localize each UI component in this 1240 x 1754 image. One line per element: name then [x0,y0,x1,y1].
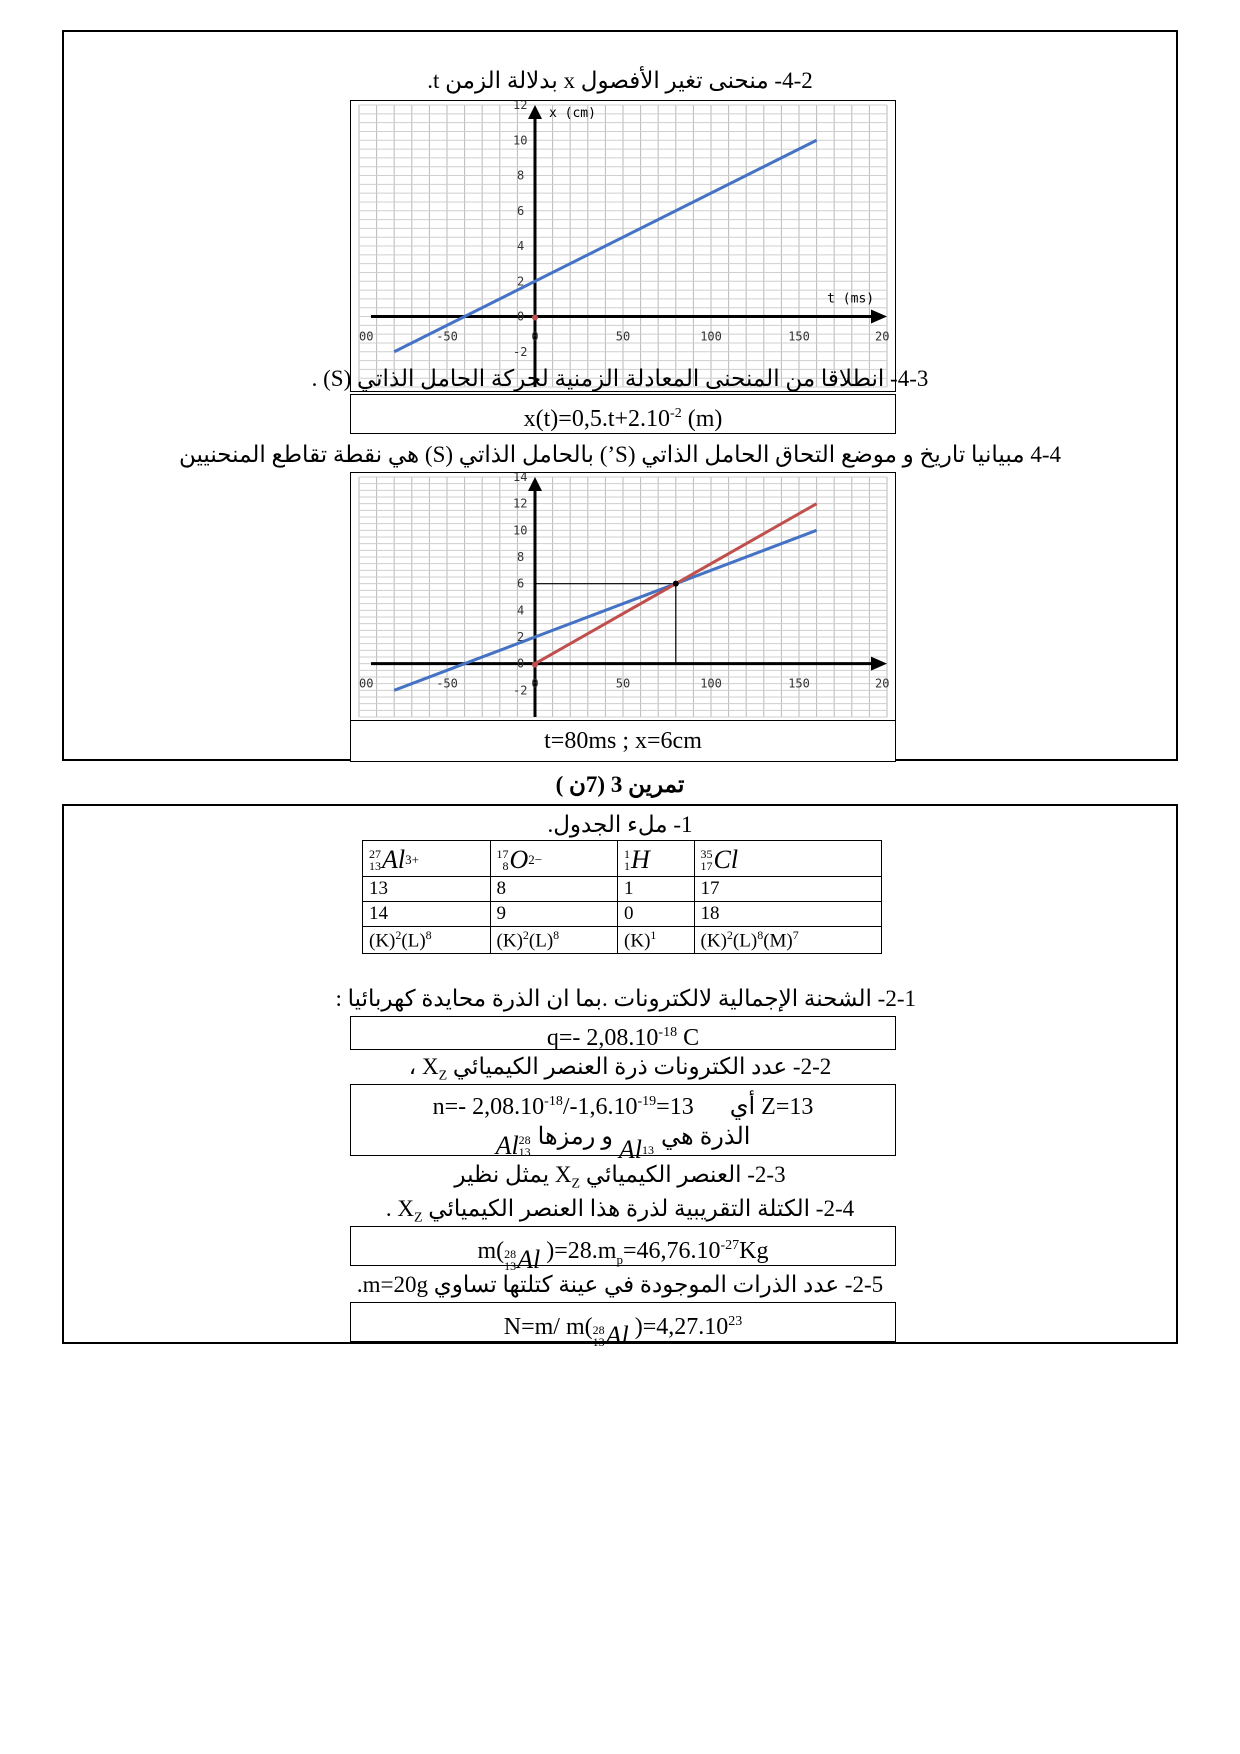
table-cell: 9 [490,902,618,927]
x-tick-label: 00 [359,676,374,691]
x-tick-label: -50 [436,676,458,691]
q21-heading: 2-1- الشحنة الإجمالية لالكترونات .بما ان الذرة محايدة كهربائيا : [335,986,916,1011]
y-tick-label: 2 [517,274,525,289]
y-tick-label: 0 [517,656,525,671]
q25-heading-ex3: 2-5- عدد الذرات الموجودة في عينة كتلتها تساوي m=20g. [356,1272,884,1297]
elements-table [362,840,882,954]
origin-point [532,662,538,668]
chart-1 [350,100,896,392]
y-tick-label: 4 [517,239,525,253]
y-tick-label: -2 [513,344,528,359]
y-axis-arrow [528,105,542,119]
table-cell: 14 [363,902,491,927]
table-cell: $(K)^2(L)^8$ [363,927,491,954]
q22-answer-line2: الذرة هي 13 Al و رمزها 28 13 Al [495,1124,751,1164]
chart-1-svg [351,101,895,391]
table-cell: 13 [363,877,491,902]
x-tick-label: 50 [615,329,631,344]
chart-2 [350,472,896,762]
q23-heading: 4-3- انطلاقا من المنحنى المعادلة الزمنية لحركة الحامل الذاتي (S) . [311,366,929,391]
table-row [363,902,882,927]
q23-answer-box [350,394,896,434]
q22-answer-box [350,1084,896,1164]
x-tick-label: 0 [531,676,539,691]
y-tick-label: 10 [513,523,528,538]
exercise3-box [62,804,1178,1350]
section4-box [62,30,1178,761]
x-tick-label: 100 [700,676,722,691]
table-row [363,877,882,902]
table-cell: 18 [694,902,881,927]
q24-heading-ex3: 2-4- الكتلة التقريبية لذرة هذا العنصر الكيميائي $X_Z$ . [385,1196,855,1226]
y-tick-label: 10 [513,133,528,148]
x-tick-label: 150 [788,329,810,344]
table-cell: $(K)^1$ [618,927,695,954]
table-cell: 8 [490,877,618,902]
x-tick-label: 20 [875,329,890,344]
x-tick-label: 150 [788,676,810,691]
x-tick-label: 00 [359,329,374,344]
q23-heading-ex3: 2-3- العنصر الكيميائي $X_Z$ يمثل نظير [454,1162,786,1192]
chart-2-svg [351,473,895,721]
table-header-cell: 1 1 H [618,841,695,877]
y-tick-label: 12 [513,101,528,112]
x-tick-label: -50 [436,329,458,344]
table-header-cell: 35 17 Cl [694,841,881,877]
x-tick-label: 100 [700,329,722,344]
y-tick-label: 2 [517,630,525,644]
table-row [363,927,882,954]
q25-answer: N=m/ m( 28 13 Al )$=4,27.10^{23}$ [503,1314,743,1350]
table-cell: 1 [618,877,695,902]
y-tick-label: -2 [513,683,528,698]
y-axis-label: x (cm) [549,106,596,121]
exercise3-title: تمرين 3 (7ن ) [555,772,685,797]
table-cell: $(K)^2(L)^8$ [490,927,618,954]
table-cell: 17 [694,877,881,902]
table-header-cell: 17 8 O 2− [490,841,618,877]
q23-answer: $x(t)=0,5.t+2.10^{-2}$ (m) [523,406,723,432]
q24-answer: t=80ms ; x=6cm [351,720,895,761]
q1-heading: 1- ملء الجدول. [547,812,693,837]
q25-answer-box [350,1302,896,1350]
q21-answer: q=- $2,08.10^{-18}$ C [546,1025,700,1051]
q22-heading: 4-2- منحنى تغير الأفصول x بدلالة الزمن t. [427,68,813,93]
table-header-cell: 27 13 Al 3+ [363,841,491,877]
table-cell: $(K)^2(L)^8(M)^7$ [694,927,881,954]
q24-heading: 4-4 مبيانيا تاريخ و موضع التحاق الحامل الذاتي (S’) بالحامل الذاتي (S) هي نقطة تقاطع المنحنيين [178,442,1062,467]
y-tick-label: 0 [517,309,525,324]
q21-answer-box [350,1016,896,1050]
x-tick-label: 0 [531,329,539,344]
q24-answer-box [350,1226,896,1274]
table-header-row [363,841,882,877]
y-tick-label: 8 [517,550,525,564]
y-tick-label: 6 [517,576,525,591]
q24-answer: m( 28 13 Al )$=28.m_p=46,76.10^{-27}Kg$ [477,1238,769,1274]
x-axis-label: t (ms) [827,291,875,307]
x-tick-label: 20 [875,676,890,691]
origin-point [532,315,538,321]
y-tick-label: 6 [517,203,525,218]
intersection-point [673,581,679,587]
x-axis-arrow [871,310,887,324]
q22-heading-ex3: 2-2- عدد الكترونات ذرة العنصر الكيميائي $X_Z$ ، [408,1054,832,1084]
x-axis-arrow [871,657,887,671]
y-tick-label: 8 [517,168,525,183]
y-tick-label: 12 [513,496,528,511]
x-tick-label: 50 [615,676,631,691]
table-cell: 0 [618,902,695,927]
y-tick-label: 4 [517,603,525,618]
q22-answer-line1: n=- $2,08.10^{-18}/-1,6.10^{-19}=13$ أي Z=13 [432,1094,814,1120]
y-tick-label: 14 [513,473,528,484]
